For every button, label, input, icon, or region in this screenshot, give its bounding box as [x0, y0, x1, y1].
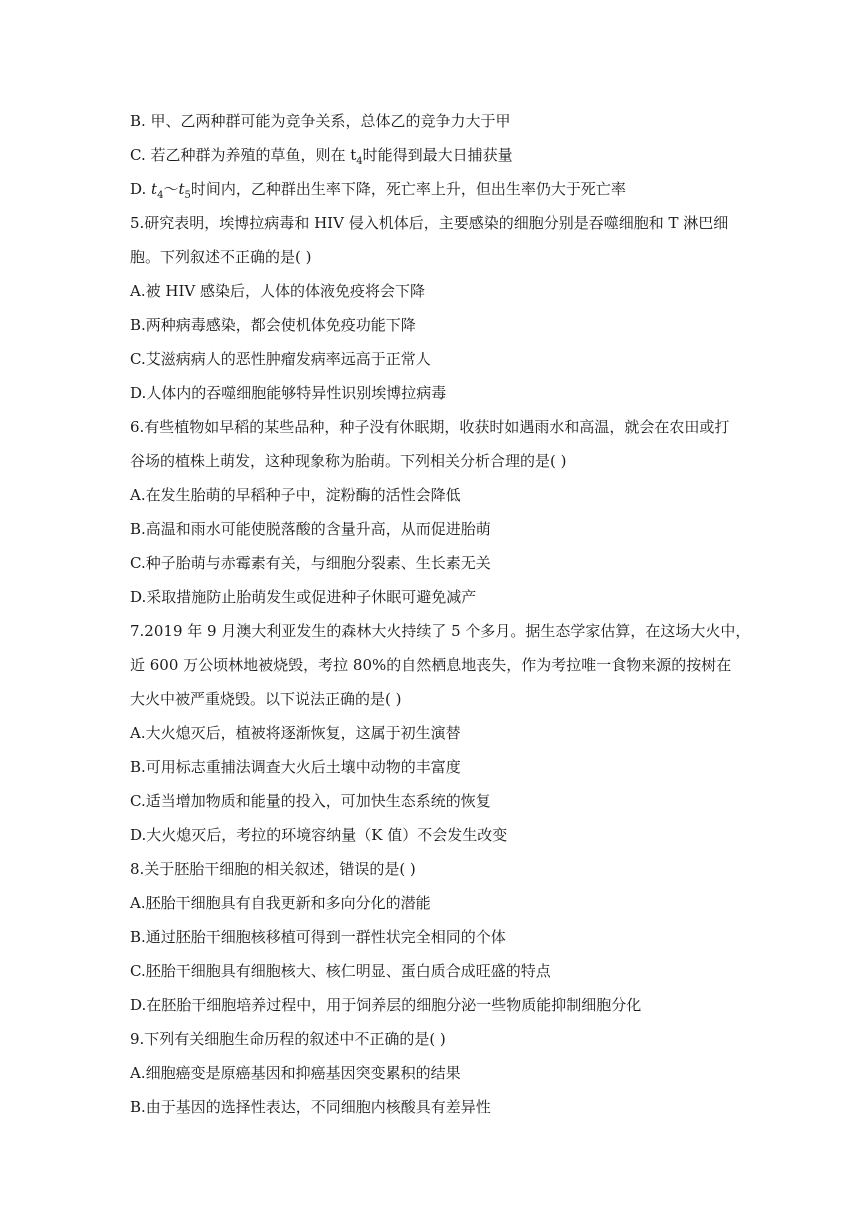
question-8-option-a: A.胚胎干细胞具有自我更新和多向分化的潜能	[130, 894, 431, 912]
question-8-stem: 8.关于胚胎干细胞的相关叙述，错误的是( )	[130, 860, 416, 878]
question-9-option-b: B.由于基因的选择性表达，不同细胞内核酸具有差异性	[130, 1098, 491, 1116]
tilde: ～	[163, 180, 179, 198]
question-8-option-c: C.胚胎干细胞具有细胞核大、核仁明显、蛋白质合成旺盛的特点	[130, 962, 551, 980]
question-5-option-a: A.被 HIV 感染后，人体的体液免疫将会下降	[130, 282, 425, 300]
question-7-option-d: D.大火熄灭后，考拉的环境容纳量（K 值）不会发生改变	[130, 826, 508, 844]
question-5-option-c: C.艾滋病病人的恶性肿瘤发病率远高于正常人	[130, 350, 431, 368]
question-7-stem-line-3: 大火中被严重烧毁。以下说法正确的是( )	[130, 690, 402, 708]
question-6-option-a: A.在发生胎萌的早稻种子中，淀粉酶的活性会降低	[130, 486, 461, 504]
variable-t: t	[151, 180, 158, 198]
question-8-option-b: B.通过胚胎干细胞核移植可得到一群性状完全相同的个体	[130, 928, 506, 946]
question-9-stem: 9.下列有关细胞生命历程的叙述中不正确的是( )	[130, 1030, 446, 1048]
question-7-option-c: C.适当增加物质和能量的投入，可加快生态系统的恢复	[130, 792, 491, 810]
question-6-option-d: D.采取措施防止胎萌发生或促进种子休眠可避免减产	[130, 588, 477, 606]
question-6-option-b: B.高温和雨水可能使脱落酸的含量升高，从而促进胎萌	[130, 520, 491, 538]
option-d-text-after: 时间内，乙种群出生率下降，死亡率上升，但出生率仍大于死亡率	[190, 180, 626, 198]
option-d-prefix: D.	[130, 180, 152, 198]
subscript-4: 4	[157, 190, 164, 201]
question-6-stem-line-2: 谷场的植株上萌发，这种现象称为胎萌。下列相关分析合理的是( )	[130, 452, 567, 470]
subscript-5: 5	[184, 190, 191, 201]
question-7-option-a: A.大火熄灭后，植被将逐渐恢复，这属于初生演替	[130, 724, 461, 742]
question-8-option-d: D.在胚胎干细胞培养过程中，用于饲养层的细胞分泌一些物质能抑制细胞分化	[130, 996, 642, 1014]
option-c-q4	[130, 145, 750, 165]
option-d-q4	[130, 179, 750, 199]
option-c-text-after: 时能得到最大日捕获量	[362, 146, 513, 164]
question-6-stem-line-1: 6.有些植物如早稻的某些品种，种子没有休眠期，收获时如遇雨水和高温，就会在农田或打	[130, 418, 730, 436]
option-c-text-before: C. 若乙种群为养殖的草鱼，则在 t	[130, 146, 357, 164]
variable-t: t	[178, 180, 185, 198]
question-7-option-b: B.可用标志重捕法调查大火后土壤中动物的丰富度	[130, 758, 461, 776]
question-6-option-c: C.种子胎萌与赤霉素有关，与细胞分裂素、生长素无关	[130, 554, 491, 572]
option-b-q4: B. 甲、乙两种群可能为竞争关系，总体乙的竞争力大于甲	[130, 112, 511, 130]
question-7-stem-line-1: 7.2019 年 9 月澳大利亚发生的森林大火持续了 5 个多月。据生态学家估算，在这场大火中，	[130, 622, 751, 640]
question-5-stem-line-2: 胞。下列叙述不正确的是( )	[130, 248, 312, 266]
question-7-stem-line-2: 近 600 万公顷林地被烧毁，考拉 80%的自然栖息地丧失，作为考拉唯一食物来源的按树在	[130, 656, 732, 674]
question-5-stem-line-1: 5.研究表明，埃博拉病毒和 HIV 侵入机体后，主要感染的细胞分别是吞噬细胞和 T 淋巴细	[130, 214, 729, 232]
question-9-option-a: A.细胞癌变是原癌基因和抑癌基因突变累积的结果	[130, 1064, 461, 1082]
question-5-option-b: B.两种病毒感染，都会使机体免疫功能下降	[130, 316, 416, 334]
question-5-option-d: D.人体内的吞噬细胞能够特异性识别埃博拉病毒	[130, 384, 447, 402]
subscript-4: 4	[356, 156, 363, 167]
